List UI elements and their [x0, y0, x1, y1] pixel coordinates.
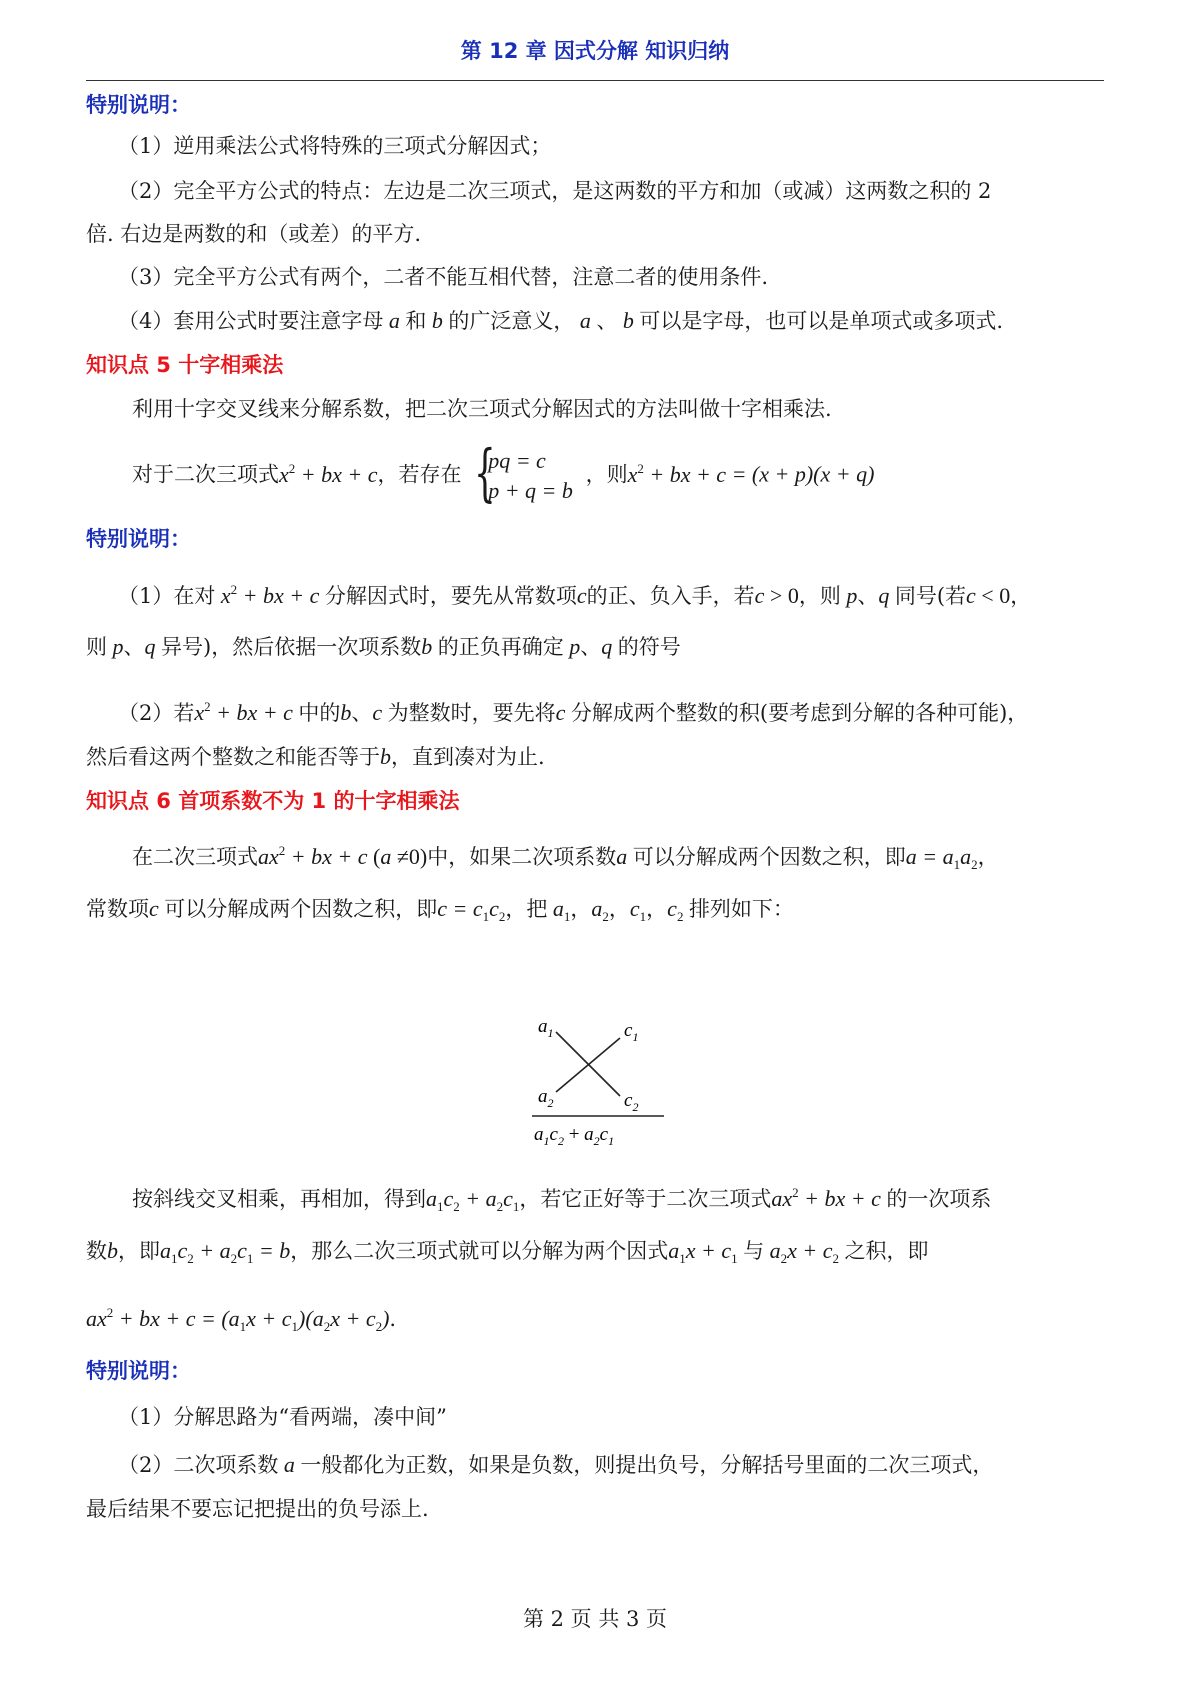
page-footer: [0, 1604, 1190, 1634]
kp5-intro: 利用十字交叉线来分解系数，把二次三项式分解因式的方法叫做十字相乘法.: [132, 397, 832, 421]
kp5-rule: 对于二次三项式$x^2$ + bx + c，若存在 { pq = c p + q = b ，则$x^2$ + bx + c = (x + p)(x + q): [132, 436, 875, 509]
kp6-p2: 按斜线交叉相乘，再相加，得到$a_1c_2 + a_2c_1$，若它正好等于二次三项式$ax^2$ + bx + c 的一次项系: [132, 1185, 992, 1214]
page-number: 第 2 页 共 3 页: [522, 1607, 668, 1631]
note1-item1: （1）逆用乘法公式将特殊的三项式分解因式；: [118, 134, 552, 158]
note2-p2-cont: 然后看这两个整数之和能否等于b，直到凑对为止.: [86, 744, 545, 769]
kp6-p2-cont: 数b，即$a_1c_2 + a_2c_1 = b$，那么二次三项式就可以分解为两个因式$a_1x + c_1$ 与 $a_2x + c_2$ 之积，即: [86, 1238, 929, 1266]
chapter-title: 第 12 章 因式分解 知识归纳: [460, 39, 730, 63]
note3-item1: （1）分解思路为“看两端，凑中间”: [118, 1405, 447, 1429]
label-a1: $a_1$: [538, 1016, 554, 1040]
kp6-formula: $ax^2$ + bx + $c = (a_1x + c_1)(a_2x + c_2)$.: [86, 1305, 397, 1334]
note2-p1: （1）在对 $x^2$ + bx + c 分解因式时，要先从常数项c的正、负入手，若c > 0，则 p、q 同号(若c < 0，: [118, 582, 1032, 608]
label-a2: $a_2$: [538, 1086, 554, 1110]
note3-item2-cont: 最后结果不要忘记把提出的负号添上.: [86, 1497, 429, 1521]
diagonal-line-2: [556, 1038, 620, 1092]
page-header: [86, 36, 1104, 81]
note2-heading: 特别说明：: [86, 527, 191, 551]
note3-heading: 特别说明：: [86, 1359, 191, 1383]
note1-heading: 特别说明：: [86, 93, 191, 117]
kp6-p1: 在二次三项式$ax^2$ + bx + c (a ≠0)中，如果二次项系数a 可以分解成两个因数之积，即$a = a_1a_2$，: [132, 843, 999, 872]
note1-item3: （3）完全平方公式有两个，二者不能互相代替，注意二者的使用条件.: [118, 265, 769, 289]
equation-system: { pq = c p + q = b: [474, 436, 573, 509]
note2-p2: （2）若$x^2$ + bx + c 中的b、c 为整数时，要先将c 分解成两个整数的积(要考虑到分解的各种可能)，: [118, 699, 1029, 725]
note2-p1-cont: 则 p、q 异号)，然后依据一次项系数b 的正负再确定 p、q 的符号: [86, 634, 681, 659]
label-c1: $c_1$: [624, 1020, 639, 1044]
note3-item2: （2）二次项系数 a 一般都化为正数，如果是负数，则提出负号，分解括号里面的二次三项式，: [118, 1452, 994, 1477]
note1-item2: （2）完全平方公式的特点：左边是二次三项式，是这两数的平方和加（或减）这两数之积的 2: [118, 179, 992, 203]
label-sum: $a_1c_2 + a_2c_1$: [534, 1124, 615, 1148]
note1-item4: （4）套用公式时要注意字母 a 和 b 的广泛意义， a 、 b 可以是字母，也可以是单项式或多项式.: [118, 308, 1004, 333]
cross-multiplication-diagram: [528, 1010, 668, 1150]
kp6-heading: 知识点 6 首项系数不为 1 的十字相乘法: [86, 789, 460, 813]
label-c2: $c_2$: [624, 1090, 639, 1114]
kp5-heading: 知识点 5 十字相乘法: [86, 353, 284, 377]
note1-item2-cont: 倍. 右边是两数的和（或差）的平方.: [86, 222, 422, 246]
kp6-p1-cont: 常数项c 可以分解成两个因数之积，即$c = c_1c_2$，把 $a_1$，$a_2$，$c_1$，$c_2$ 排列如下：: [86, 896, 794, 924]
